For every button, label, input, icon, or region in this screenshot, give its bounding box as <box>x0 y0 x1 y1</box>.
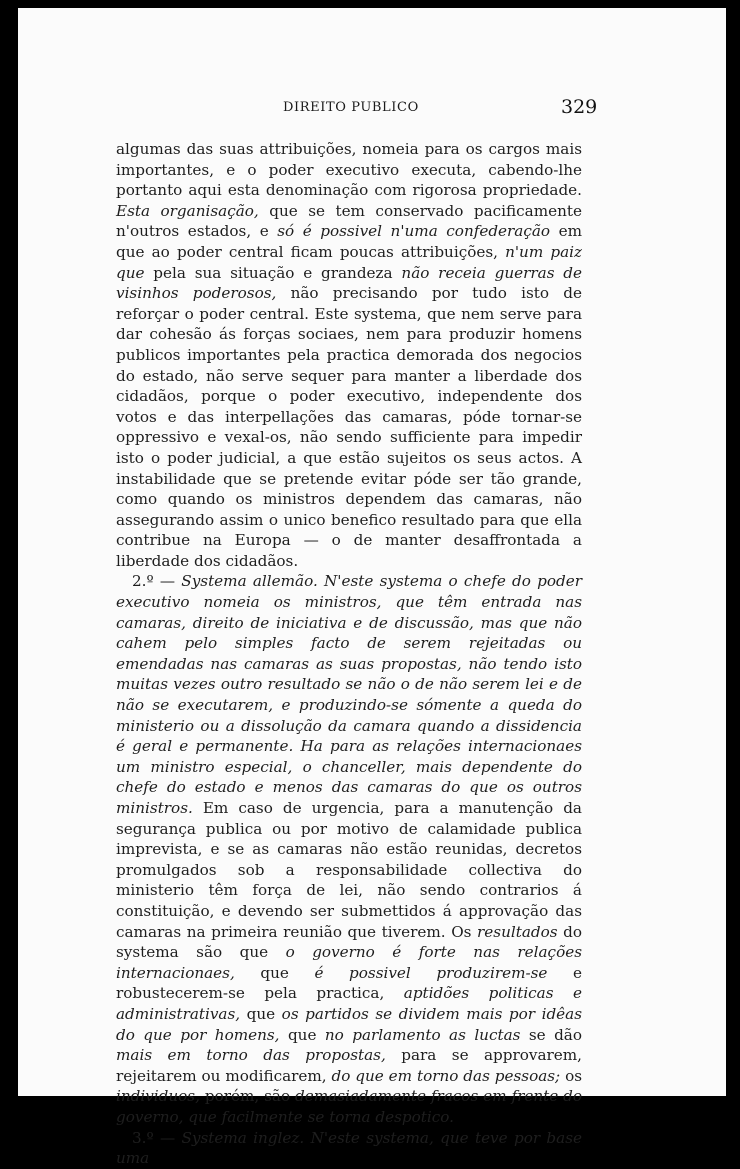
text-run: não precisando por tudo isto de reforçar o poder central. Este systema, que nem serve para dar cohesão ás forças sociaes, nem para produzir homens publicos importantes pela practica demorada dos negocios do estado, não serve sequer para manter a liberdade dos cidadãos, porque o poder executivo, independente dos votos e das interpellações das camaras, póde tornar-se oppressivo e vexal-os, não sendo sufficiente para impedir isto o poder judicial, a que estão sujeitos os seus actos. A instabilidade que se pretende evitar póde ser tão grande, como quando os ministros dependem das camaras, não assegurando assim o unico benefico resultado para que ella contribue na Europa — o de manter desaffrontada a liberdade dos cidadãos. <box>116 284 582 570</box>
text-run: que <box>234 963 315 982</box>
text-run: e robustecerem-se pela practica, <box>116 963 582 1003</box>
section-number: 2.º — <box>132 572 182 591</box>
text-run-italic: no parlamento as luctas <box>324 1025 521 1044</box>
text-run-italic: individuos, <box>116 1087 200 1106</box>
page-header <box>18 96 726 124</box>
text-run-italic: n'um paiz que <box>116 242 582 282</box>
text-run-italic: Systema allemão. N'este systema o chefe do poder executivo nomeia os ministros, que têm entrada nas camaras, direito de iniciativa e de discussão, mas que não cahem pelo simples facto de serem rejeitadas ou emendadas nas camaras as suas propostas, não tendo isto muitas vezes outro resultado se não o de não serem lei e de não se executarem, e produzindo-se sómente a queda do ministerio ou a dissolução da camara quando a dissidencia é geral e permanente. Ha para as relações internacionaes um ministro especial, o chanceller, mais dependente do chefe do estado e menos das camaras do que os outros ministros. <box>116 572 582 817</box>
text-run-italic: o governo é forte nas relações internacionaes, <box>116 943 582 982</box>
paragraph-continuation <box>116 139 582 571</box>
text-run: em que ao poder central ficam poucas attribuições, <box>116 222 582 261</box>
text-run-italic: os partidos se dividem mais por idêas do que por homens, <box>116 1004 582 1044</box>
text-run: pela sua situação e grandeza <box>144 263 402 282</box>
text-run-italic: demasiadamente fracos em frente do governo, que facilmente se torna despotico. <box>116 1087 582 1126</box>
section-number: 3.º — <box>132 1128 182 1147</box>
text-run: algumas das suas attribuições, nomeia para os cargos mais importantes, e o poder executivo executa, cabendo-lhe portanto aqui esta denominação com rigorosa propriedade. <box>116 140 582 200</box>
text-run: porém, são <box>199 1087 296 1106</box>
page-number: 329 <box>561 96 598 118</box>
text-run: do systema são que <box>116 922 582 962</box>
text-run: se dão <box>520 1025 582 1044</box>
text-run-italic: só é possivel n'uma confederação <box>277 222 551 241</box>
paragraph-systema-inglez <box>116 1128 582 1169</box>
text-run: que <box>240 1004 282 1023</box>
text-run-italic: do que em torno das pessoas; <box>331 1066 561 1085</box>
text-run: os <box>560 1066 583 1085</box>
running-title: DIREITO PUBLICO <box>283 100 419 115</box>
text-run: para se approvarem, rejeitarem ou modificarem, <box>116 1046 583 1085</box>
paragraph-systema-allemao <box>116 571 582 1127</box>
text-run-italic: Systema inglez. N'este systema, que teve por base uma <box>116 1128 582 1168</box>
text-run: que se tem conservado pacificamente n'outros estados, e <box>116 201 582 241</box>
text-run-italic: não receia guerras de visinhos poderosos, <box>116 263 582 303</box>
text-run: que <box>279 1025 325 1044</box>
text-run: Em caso de urgencia, para a manutenção da segurança publica ou por motivo de calamidade publica imprevista, e se as camaras não estão reunidas, decretos promulgados sob a responsabilidade collectiva do ministerio têm força de lei, não sendo contrarios á constituição, e devendo ser submettidos á approvação das camaras na primeira reunião que tiverem. Os <box>116 799 582 941</box>
text-run-italic: é possivel produzirem-se <box>314 963 548 982</box>
text-run-italic: resultados <box>477 922 558 941</box>
book-page <box>18 8 726 1168</box>
text-run-italic: Esta organisação, <box>116 201 259 220</box>
text-run-italic: mais em torno das propostas, <box>116 1046 386 1065</box>
body-text <box>116 139 582 1169</box>
text-run-italic: aptidões politicas e administrativas, <box>116 984 582 1023</box>
